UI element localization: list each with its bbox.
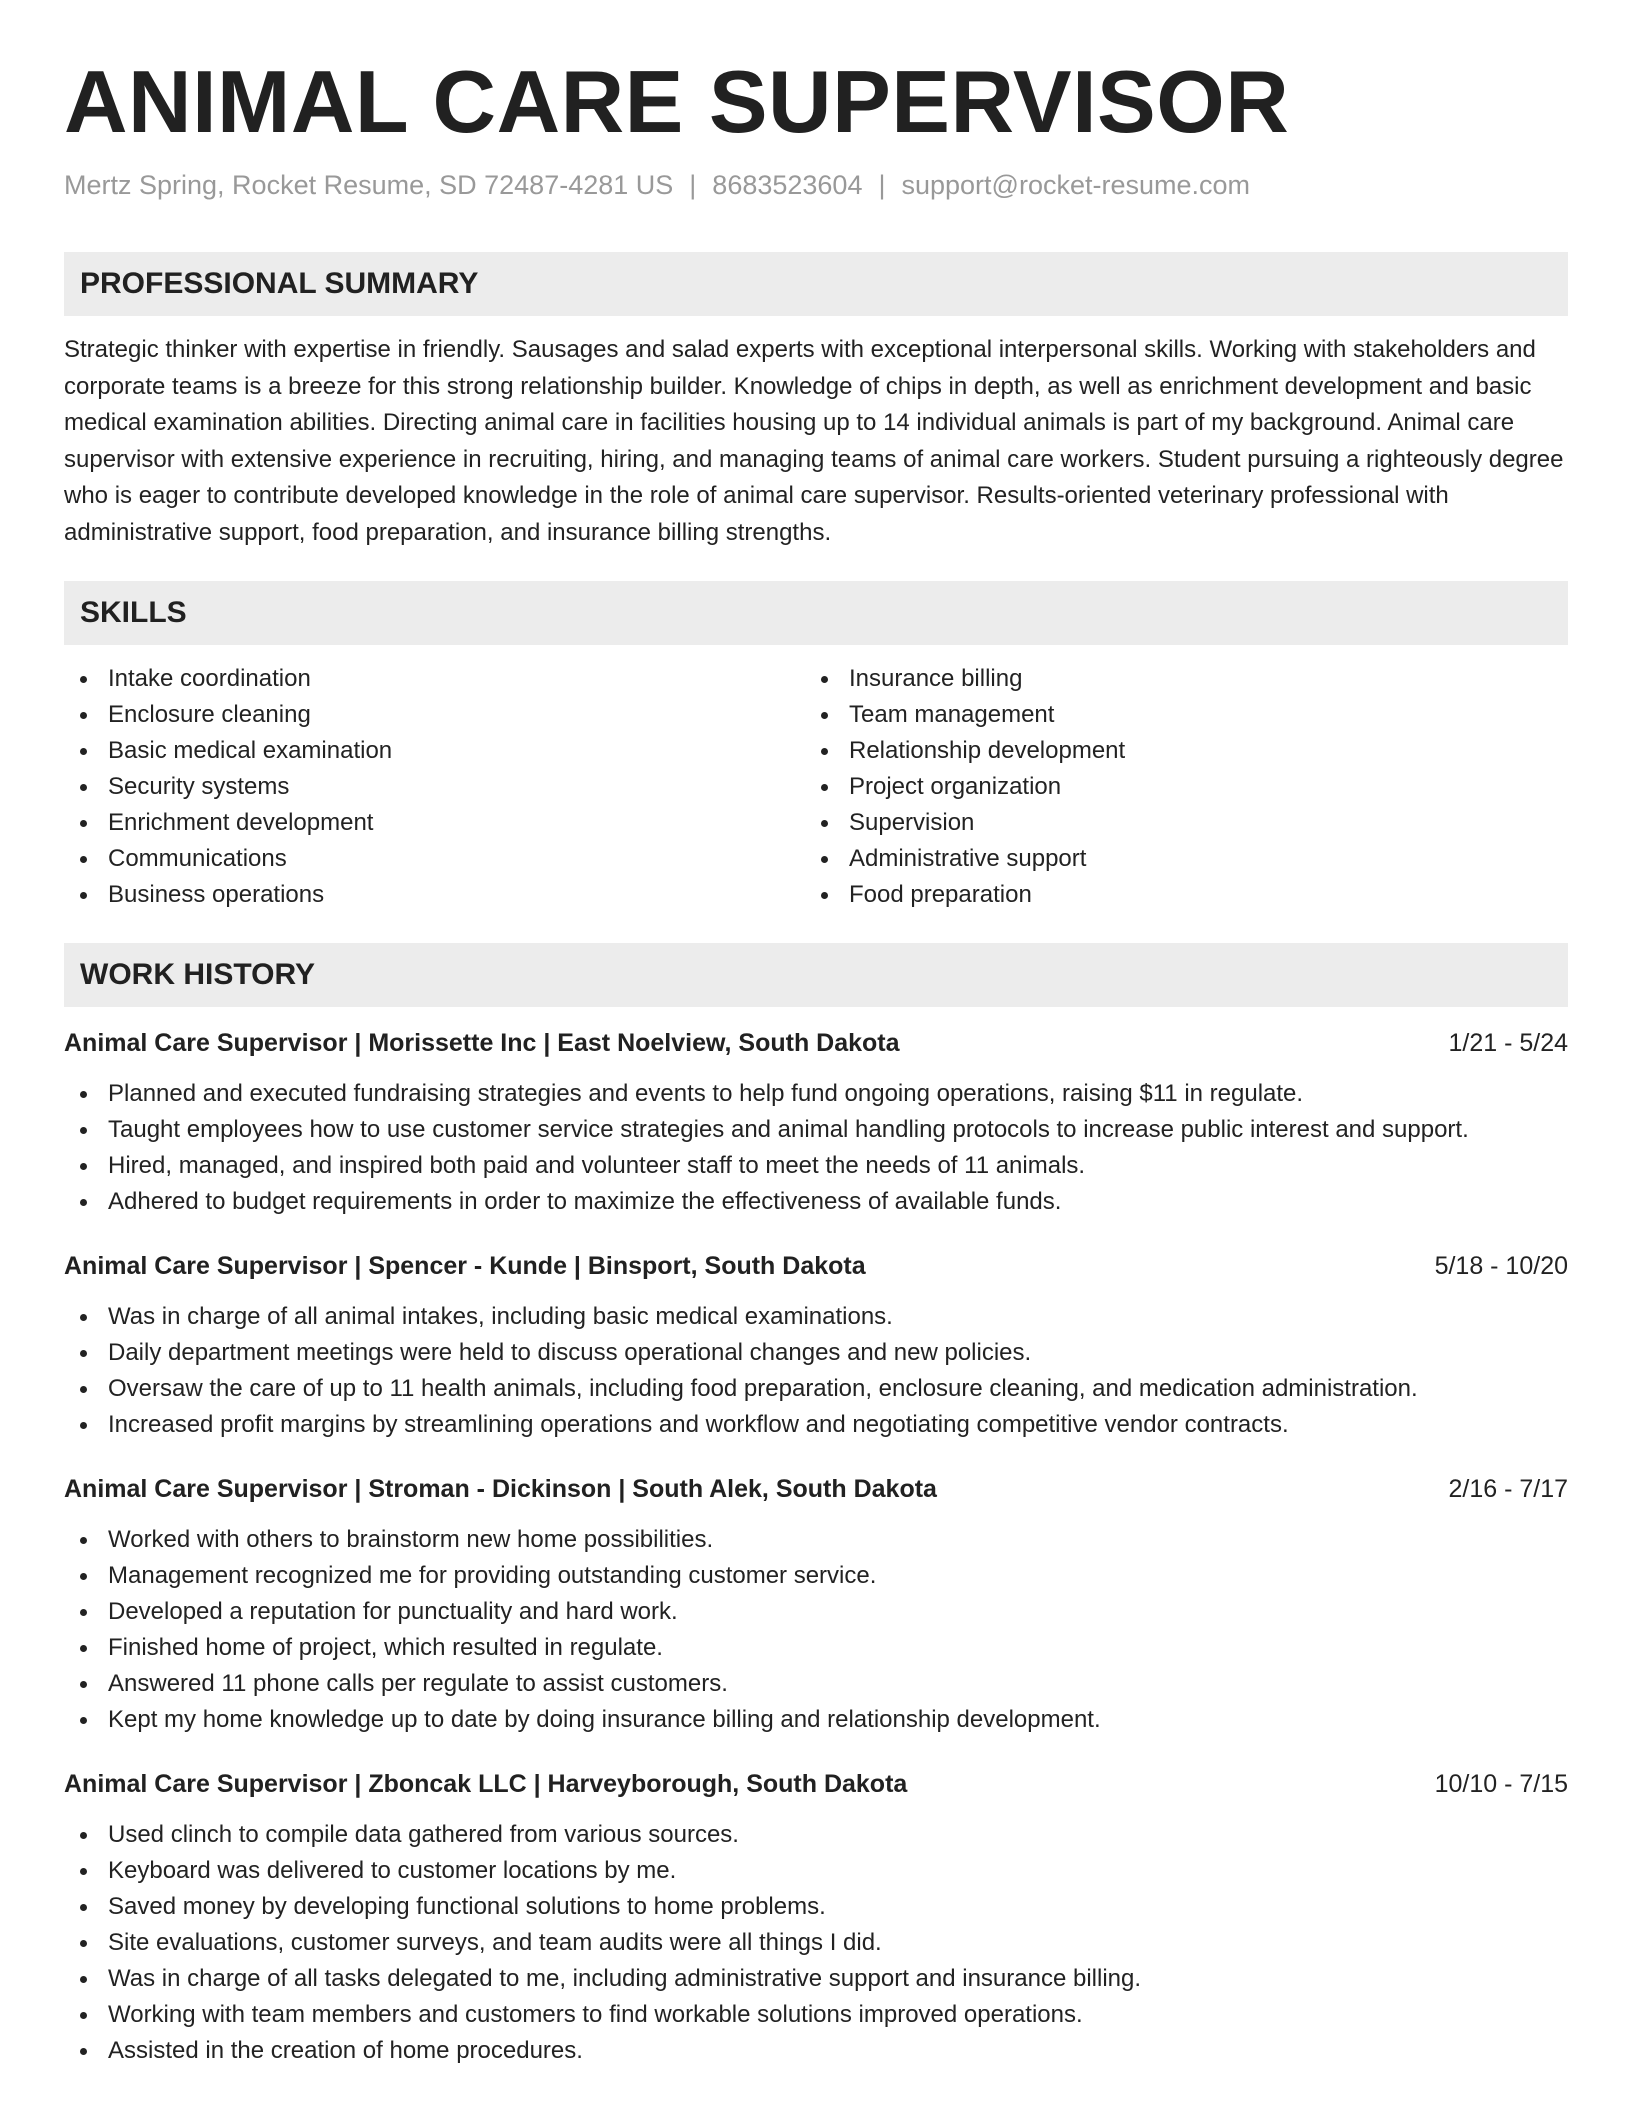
job-title: Animal Care Supervisor | Zboncak LLC | Harveyborough, South Dakota	[64, 1770, 908, 1798]
list-item: Assisted in the creation of home procedures.	[64, 2033, 1568, 2069]
list-item: Supervision	[805, 805, 1546, 841]
contact-address: Mertz Spring, Rocket Resume, SD 72487-4281 US	[64, 170, 674, 200]
job-dates: 5/18 - 10/20	[1434, 1252, 1568, 1280]
job-dates: 1/21 - 5/24	[1448, 1029, 1568, 1057]
job-header	[64, 1025, 1568, 1061]
candidate-name: ANIMAL CARE SUPERVISOR	[64, 52, 1290, 151]
job-header	[64, 1471, 1568, 1507]
contact-email: support@rocket-resume.com	[901, 170, 1251, 200]
skills-heading: SKILLS	[64, 581, 1568, 645]
job-header	[64, 1248, 1568, 1284]
job-header	[64, 1766, 1568, 1802]
list-item: Site evaluations, customer surveys, and team audits were all things I did.	[64, 1925, 1568, 1961]
list-item: Planned and executed fundraising strategies and events to help fund ongoing operations, raising $11 in regulate.	[64, 1076, 1568, 1112]
list-item: Food preparation	[805, 877, 1546, 913]
list-item: Communications	[64, 841, 805, 877]
list-item: Insurance billing	[805, 661, 1546, 697]
list-item: Keyboard was delivered to customer locations by me.	[64, 1853, 1568, 1889]
list-item: Was in charge of all animal intakes, including basic medical examinations.	[64, 1299, 1568, 1335]
job-entry	[64, 1248, 1568, 1443]
list-item: Worked with others to brainstorm new home possibilities.	[64, 1522, 1568, 1558]
skills-list-left	[64, 661, 805, 913]
job-title: Animal Care Supervisor | Morissette Inc | East Noelview, South Dakota	[64, 1029, 900, 1057]
list-item: Basic medical examination	[64, 733, 805, 769]
list-item: Adhered to budget requirements in order to maximize the effectiveness of available funds.	[64, 1184, 1568, 1220]
contact-line	[64, 168, 1568, 202]
list-item: Developed a reputation for punctuality and hard work.	[64, 1594, 1568, 1630]
list-item: Enclosure cleaning	[64, 697, 805, 733]
job-entry	[64, 1025, 1568, 1220]
list-item: Management recognized me for providing outstanding customer service.	[64, 1558, 1568, 1594]
list-item: Used clinch to compile data gathered from various sources.	[64, 1817, 1568, 1853]
list-item: Security systems	[64, 769, 805, 805]
list-item: Answered 11 phone calls per regulate to assist customers.	[64, 1666, 1568, 1702]
work-history-list	[64, 1025, 1568, 2069]
job-entry	[64, 1471, 1568, 1738]
list-item: Taught employees how to use customer service strategies and animal handling protocols to increase public interest and support.	[64, 1112, 1568, 1148]
job-bullets	[64, 1076, 1568, 1220]
job-title: Animal Care Supervisor | Spencer - Kunde | Binsport, South Dakota	[64, 1252, 866, 1280]
list-item: Finished home of project, which resulted in regulate.	[64, 1630, 1568, 1666]
list-item: Saved money by developing functional solutions to home problems.	[64, 1889, 1568, 1925]
job-dates: 2/16 - 7/17	[1448, 1475, 1568, 1503]
list-item: Was in charge of all tasks delegated to me, including administrative support and insurance billing.	[64, 1961, 1568, 1997]
job-dates: 10/10 - 7/15	[1434, 1770, 1568, 1798]
list-item: Team management	[805, 697, 1546, 733]
list-item: Business operations	[64, 877, 805, 913]
list-item: Relationship development	[805, 733, 1546, 769]
contact-separator: |	[878, 170, 886, 200]
summary-heading: PROFESSIONAL SUMMARY	[64, 252, 1568, 316]
job-entry	[64, 1766, 1568, 2069]
work-history-heading: WORK HISTORY	[64, 943, 1568, 1007]
job-title: Animal Care Supervisor | Stroman - Dickinson | South Alek, South Dakota	[64, 1475, 937, 1503]
list-item: Administrative support	[805, 841, 1546, 877]
job-bullets	[64, 1817, 1568, 2069]
list-item: Increased profit margins by streamlining operations and workflow and negotiating competitive vendor contracts.	[64, 1407, 1568, 1443]
list-item: Working with team members and customers to find workable solutions improved operations.	[64, 1997, 1568, 2033]
list-item: Project organization	[805, 769, 1546, 805]
list-item: Intake coordination	[64, 661, 805, 697]
list-item: Hired, managed, and inspired both paid and volunteer staff to meet the needs of 11 animals.	[64, 1148, 1568, 1184]
contact-separator: |	[689, 170, 697, 200]
contact-phone: 8683523604	[712, 170, 863, 200]
list-item: Daily department meetings were held to discuss operational changes and new policies.	[64, 1335, 1568, 1371]
skills-columns	[64, 661, 1568, 913]
list-item: Oversaw the care of up to 11 health animals, including food preparation, enclosure cleaning, and medication administration.	[64, 1371, 1568, 1407]
skills-list-right	[805, 661, 1546, 913]
list-item: Enrichment development	[64, 805, 805, 841]
job-bullets	[64, 1522, 1568, 1738]
list-item: Kept my home knowledge up to date by doing insurance billing and relationship development.	[64, 1702, 1568, 1738]
summary-text: Strategic thinker with expertise in friendly. Sausages and salad experts with exceptional interpersonal skills. Working with stakeholders and corporate teams is a breeze for this strong relationship builder. Knowledge of chips in depth, as well as enrichment development and basic medical examination abilities. Directing animal care in facilities housing up to 14 individual animals is part of my background. Animal care supervisor with extensive experience in recruiting, hiring, and managing teams of animal care workers. Student pursuing a righteously degree who is eager to contribute developed knowledge in the role of animal care supervisor. Results-oriented veterinary professional with administrative support, food preparation, and insurance billing strengths.	[64, 336, 1564, 546]
job-bullets	[64, 1299, 1568, 1443]
